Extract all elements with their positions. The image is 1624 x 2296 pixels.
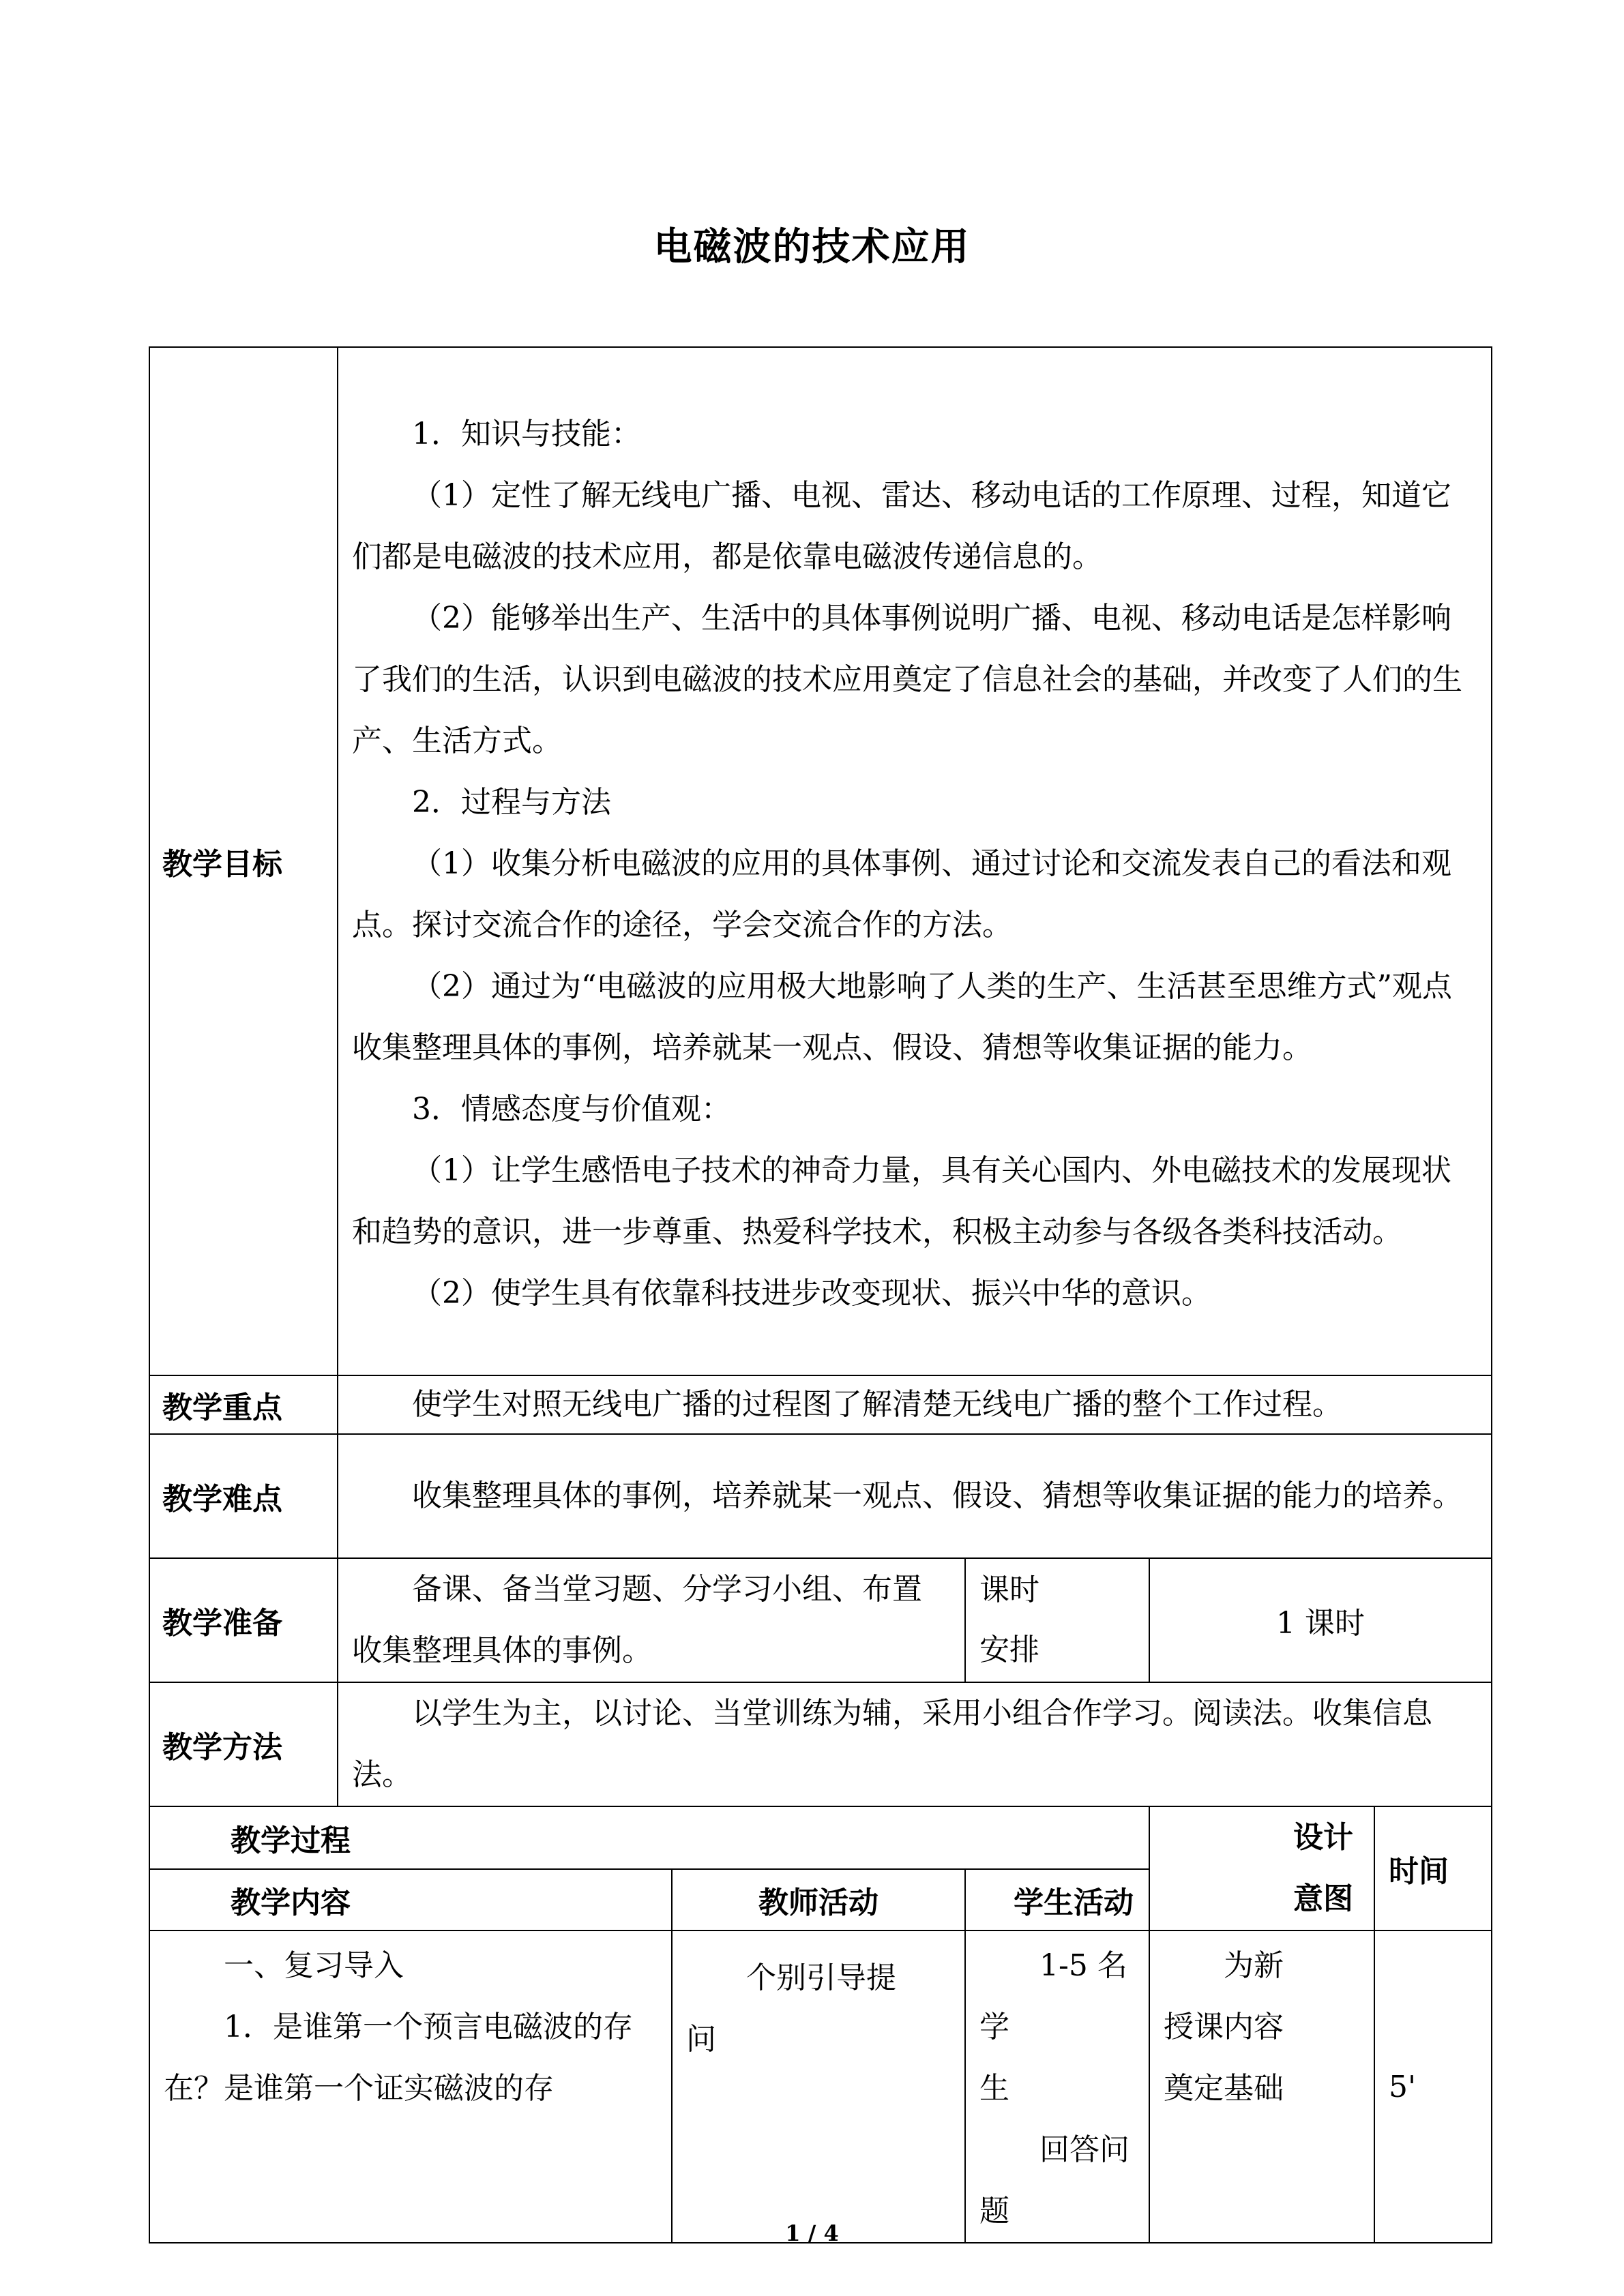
difficulty-label: 教学难点 xyxy=(149,1434,338,1558)
process-design-1: 为新 xyxy=(1224,1948,1284,1983)
objectives-label: 教学目标 xyxy=(149,347,338,1375)
difficulty-content xyxy=(338,1434,1492,1558)
method-label: 教学方法 xyxy=(149,1682,338,1806)
process-time: 5' xyxy=(1374,1930,1492,2243)
process-student-1: 1-5 名学 xyxy=(979,1948,1127,2044)
preparation-text: 备课、备当堂习题、分学习小组、布置收集整理具体的事例。 xyxy=(352,1572,922,1668)
process-teacher-1: 个别引导提 xyxy=(746,1960,896,1995)
objectives-paragraph: （1）收集分析电磁波的应用的具体事例、通过讨论和交流发表自己的看法和观点。探讨交流合作的途径，学会交流合作的方法。 xyxy=(352,846,1451,942)
objectives-paragraph: （2）通过为“电磁波的应用极大地影响了人类的生产、生活甚至思维方式”观点收集整理具体的事例，培养就某一观点、假设、猜想等收集证据的能力。 xyxy=(352,969,1452,1065)
preparation-content xyxy=(338,1558,965,1682)
key-point-content xyxy=(338,1375,1492,1434)
process-content-1: 一、复习导入 xyxy=(224,1948,404,1983)
process-row xyxy=(149,1930,1492,2243)
preparation-label: 教学准备 xyxy=(149,1558,338,1682)
page-number: 1 / 4 xyxy=(785,2220,839,2246)
key-point-label: 教学重点 xyxy=(149,1375,338,1434)
process-teacher-cell xyxy=(672,1930,965,2243)
key-point-text: 使学生对照无线电广播的过程图了解清楚无线电广播的整个工作过程。 xyxy=(412,1387,1342,1422)
objectives-paragraph: （2）使学生具有依靠科技进步改变现状、振兴中华的意识。 xyxy=(412,1276,1211,1311)
objectives-paragraph: （1）定性了解无线电广播、电视、雷达、移动电话的工作原理、过程，知道它们都是电磁波的技术应用，都是依靠电磁波传递信息的。 xyxy=(352,478,1451,574)
process-student-cell xyxy=(965,1930,1149,2243)
design-header xyxy=(1149,1806,1374,1930)
objectives-paragraph: （2）能够举出生产、生活中的具体事例说明广播、电视、移动电话是怎样影响了我们的生活，认识到电磁波的技术应用奠定了信息社会的基础，并改变了人们的生产、生活方式。 xyxy=(352,601,1462,758)
schedule-value: 1 课时 xyxy=(1149,1558,1492,1682)
schedule-label-cell xyxy=(965,1558,1149,1682)
process-student-2: 生 xyxy=(979,2071,1009,2106)
teacher-header: 教师活动 xyxy=(672,1869,965,1930)
process-content-cell xyxy=(149,1930,672,2243)
difficulty-text: 收集整理具体的事例，培养就某一观点、假设、猜想等收集证据的能力的培养。 xyxy=(412,1478,1462,1513)
objectives-paragraph: 1．知识与技能： xyxy=(412,417,641,451)
time-header: 时间 xyxy=(1374,1806,1492,1930)
design-header-2: 意图 xyxy=(1293,1881,1353,1916)
process-student-3: 回答问题 xyxy=(979,2132,1130,2228)
schedule-label-2: 安排 xyxy=(979,1632,1039,1667)
preparation-row xyxy=(149,1558,1492,1682)
process-design-2: 授课内容 xyxy=(1164,2010,1284,2044)
method-row xyxy=(149,1682,1492,1806)
schedule-label-1: 课时 xyxy=(979,1572,1039,1607)
process-design-3: 奠定基础 xyxy=(1164,2071,1284,2106)
objectives-paragraph: 3．情感态度与价值观： xyxy=(412,1092,731,1127)
page-title: 电磁波的技术应用 xyxy=(653,225,971,269)
process-header-row xyxy=(149,1806,1492,1869)
student-header: 学生活动 xyxy=(965,1869,1149,1930)
process-teacher-2: 问 xyxy=(686,2022,716,2057)
lesson-plan-table xyxy=(149,346,1492,2243)
process-design-cell xyxy=(1149,1930,1374,2243)
objectives-paragraph: 2．过程与方法 xyxy=(412,785,611,820)
objectives-paragraph: （1）让学生感悟电子技术的神奇力量，具有关心国内、外电磁技术的发展现状和趋势的意识，进一步尊重、热爱科学技术，积极主动参与各级各类科技活动。 xyxy=(352,1153,1451,1249)
key-point-row xyxy=(149,1375,1492,1434)
objectives-content xyxy=(338,347,1492,1375)
process-content-2: 1．是谁第一个预言电磁波的存在？是谁第一个证实磁波的存 xyxy=(164,2010,633,2106)
process-label: 教学过程 xyxy=(149,1806,1149,1869)
method-content xyxy=(338,1682,1492,1806)
method-text: 以学生为主，以讨论、当堂训练为辅，采用小组合作学习。阅读法。收集信息法。 xyxy=(352,1696,1432,1792)
design-header-1: 设计 xyxy=(1293,1820,1353,1855)
objectives-row xyxy=(149,347,1492,1375)
content-header: 教学内容 xyxy=(149,1869,672,1930)
difficulty-row xyxy=(149,1434,1492,1558)
